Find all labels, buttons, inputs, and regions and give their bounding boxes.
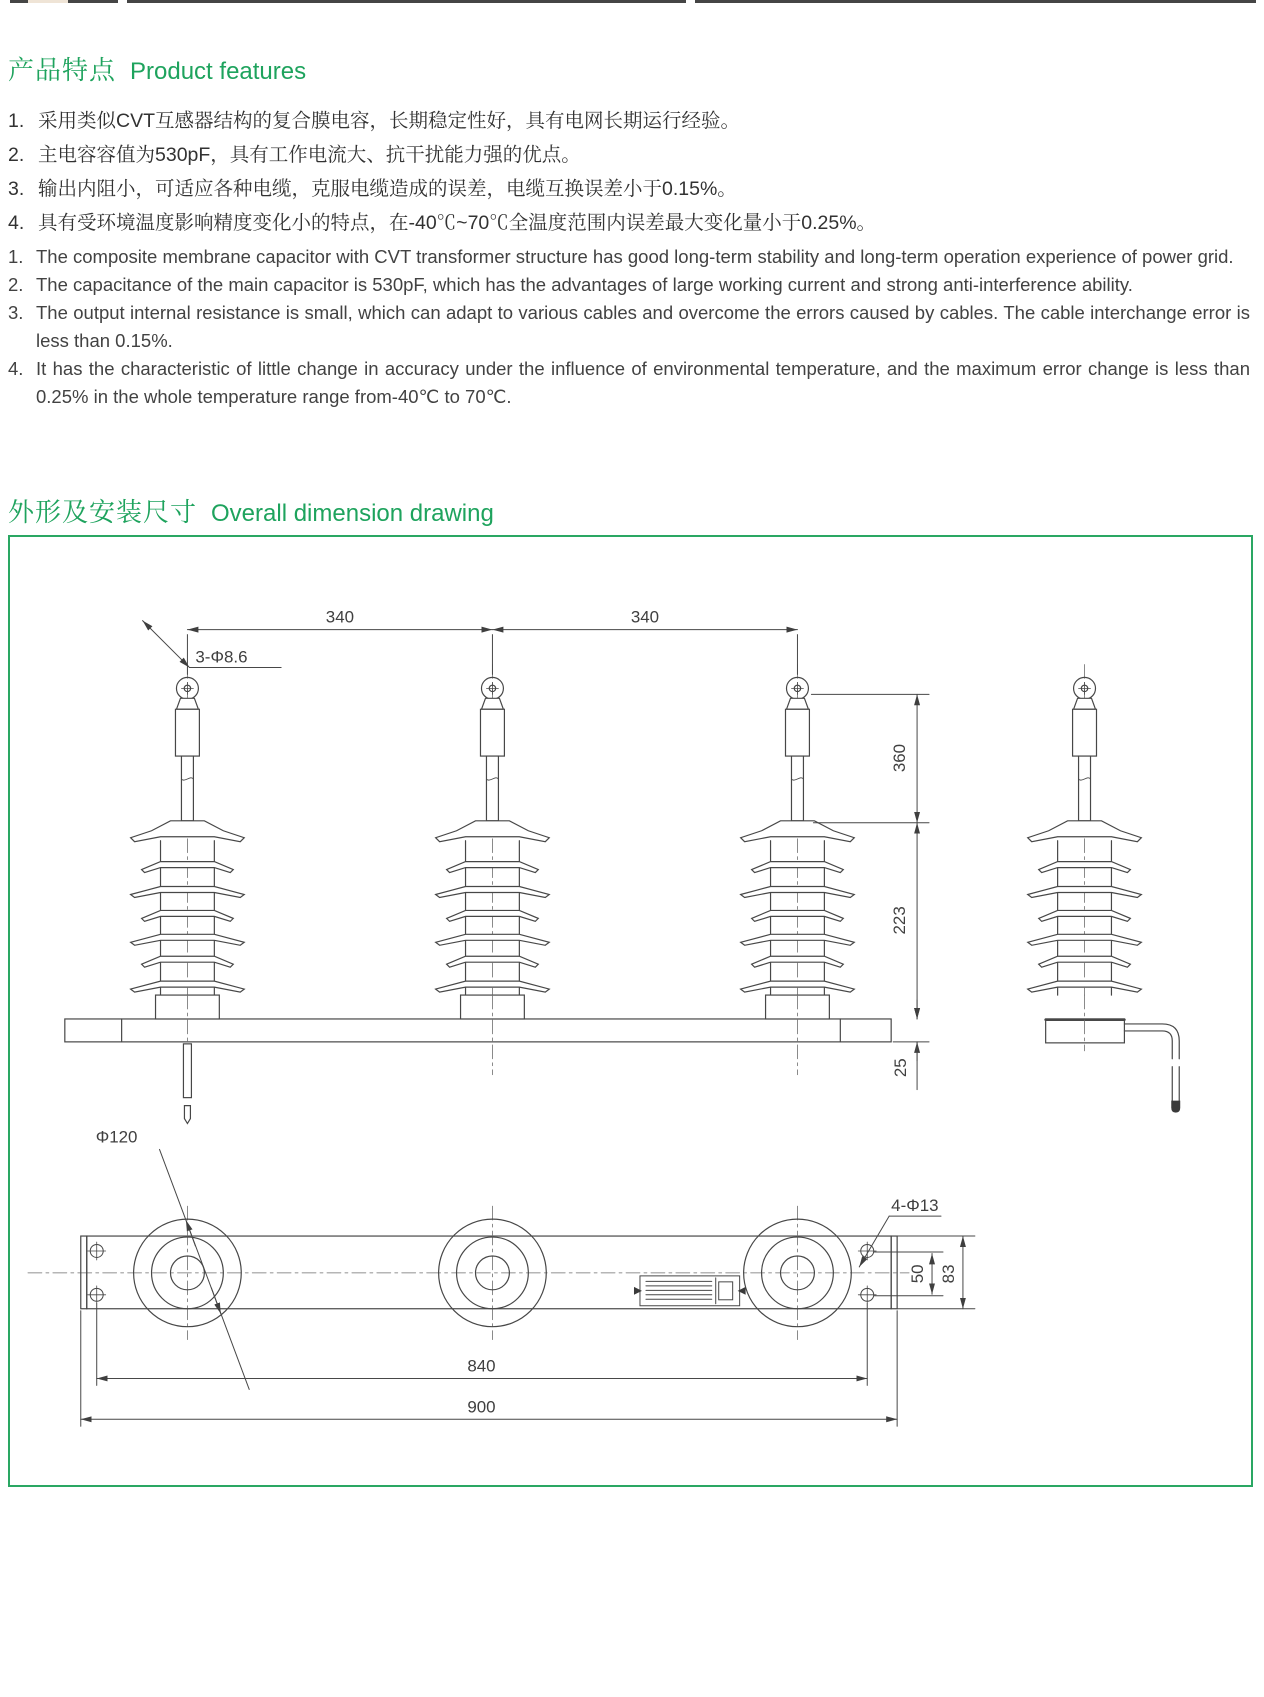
mounting-bar-plan bbox=[87, 1236, 891, 1309]
dimension-drawing-svg bbox=[10, 537, 1251, 1485]
item-number: 3. bbox=[8, 302, 24, 323]
strip-gap bbox=[686, 0, 695, 3]
side-view bbox=[1028, 664, 1181, 1112]
plan-view bbox=[28, 1127, 975, 1426]
dimension-drawing-box bbox=[8, 535, 1253, 1487]
feature-zh-4 bbox=[8, 206, 1253, 240]
output-cable bbox=[1124, 1024, 1180, 1113]
insulator-front-2 bbox=[436, 664, 550, 995]
item-text: The composite membrane capacitor with CVT transformer structure has good long-term stability and long-term operation experience of power grid. bbox=[36, 246, 1234, 267]
feature-en-4 bbox=[8, 355, 1250, 411]
dim-label-340-right: 340 bbox=[630, 607, 660, 627]
dim-label-50: 50 bbox=[908, 1264, 928, 1284]
side-base bbox=[1046, 1019, 1125, 1043]
item-number: 3. bbox=[8, 178, 25, 200]
strip-gap bbox=[118, 0, 127, 3]
insulator-front-3 bbox=[741, 664, 855, 995]
item-number: 1. bbox=[8, 246, 24, 267]
feature-en-2 bbox=[8, 271, 1250, 299]
bottom-stud bbox=[183, 1044, 191, 1124]
section-title-dimensions bbox=[8, 492, 494, 529]
title-zh: 外形及安装尺寸 bbox=[8, 497, 198, 527]
item-text: 采用类似CVT互感器结构的复合膜电容，长期稳定性好，具有电网长期运行经验。 bbox=[38, 110, 741, 132]
feature-zh-2 bbox=[8, 138, 1253, 172]
dim-label-340-left: 340 bbox=[325, 607, 355, 627]
insulator-front-1 bbox=[131, 664, 245, 995]
feature-list-zh bbox=[8, 104, 1253, 240]
item-number: 4. bbox=[8, 212, 25, 234]
front-view bbox=[65, 608, 929, 1124]
item-text: The output internal resistance is small, which can adapt to various cables and overcome the errors caused by cables. The cable interchange error is less than 0.15%. bbox=[36, 302, 1250, 351]
item-text: The capacitance of the main capacitor is 530pF, which has the advantages of large working current and strong anti-interference ability. bbox=[36, 274, 1133, 295]
label-eye-hole: 3-Φ8.6 bbox=[195, 647, 248, 667]
title-zh: 产品特点 bbox=[8, 55, 117, 85]
item-number: 4. bbox=[8, 358, 24, 379]
cable-tip bbox=[1171, 1101, 1180, 1113]
label-mount-holes: 4-Φ13 bbox=[891, 1196, 939, 1216]
item-text: 具有受环境温度影响精度变化小的特点，在-40℃~70℃全温度范围内误差最大变化量小于0.25%。 bbox=[38, 212, 877, 234]
dim-label-223: 223 bbox=[890, 906, 910, 935]
dim-label-900: 900 bbox=[467, 1397, 496, 1417]
section-title-product-features bbox=[8, 50, 306, 87]
title-en: Product features bbox=[130, 58, 307, 85]
insulator-side bbox=[1028, 664, 1142, 995]
item-text: 主电容容值为530pF，具有工作电流大、抗干扰能力强的优点。 bbox=[38, 144, 581, 166]
leader-flange-dia bbox=[160, 1149, 250, 1389]
dim-label-840: 840 bbox=[467, 1356, 496, 1376]
item-text: It has the characteristic of little change in accuracy under the influence of environmental temperature, and the maximum error change is less than 0.25% in the whole temperature range from-40℃ to 70℃. bbox=[36, 358, 1250, 407]
item-text: 输出内阻小，可适应各种电缆，克服电缆造成的误差，电缆互换误差小于0.15%。 bbox=[38, 178, 737, 200]
item-number: 2. bbox=[8, 274, 24, 295]
feature-en-3 bbox=[8, 299, 1250, 355]
dim-label-25: 25 bbox=[891, 1058, 911, 1078]
item-number: 2. bbox=[8, 144, 25, 166]
feature-en-1 bbox=[8, 243, 1250, 271]
item-number: 1. bbox=[8, 110, 25, 132]
strip-fragment bbox=[28, 0, 68, 3]
cut-off-table-edge bbox=[10, 0, 1256, 3]
feature-list-en bbox=[8, 243, 1250, 411]
feature-zh-1 bbox=[8, 104, 1253, 138]
mounting-bar-front bbox=[65, 1019, 891, 1042]
dim-label-83: 83 bbox=[938, 1264, 958, 1284]
feature-zh-3 bbox=[8, 172, 1253, 206]
title-en: Overall dimension drawing bbox=[211, 500, 494, 527]
label-flange-dia: Φ120 bbox=[95, 1127, 138, 1147]
dim-label-360: 360 bbox=[890, 743, 910, 773]
leader-mount-holes bbox=[859, 1216, 941, 1267]
nameplate bbox=[634, 1276, 746, 1306]
